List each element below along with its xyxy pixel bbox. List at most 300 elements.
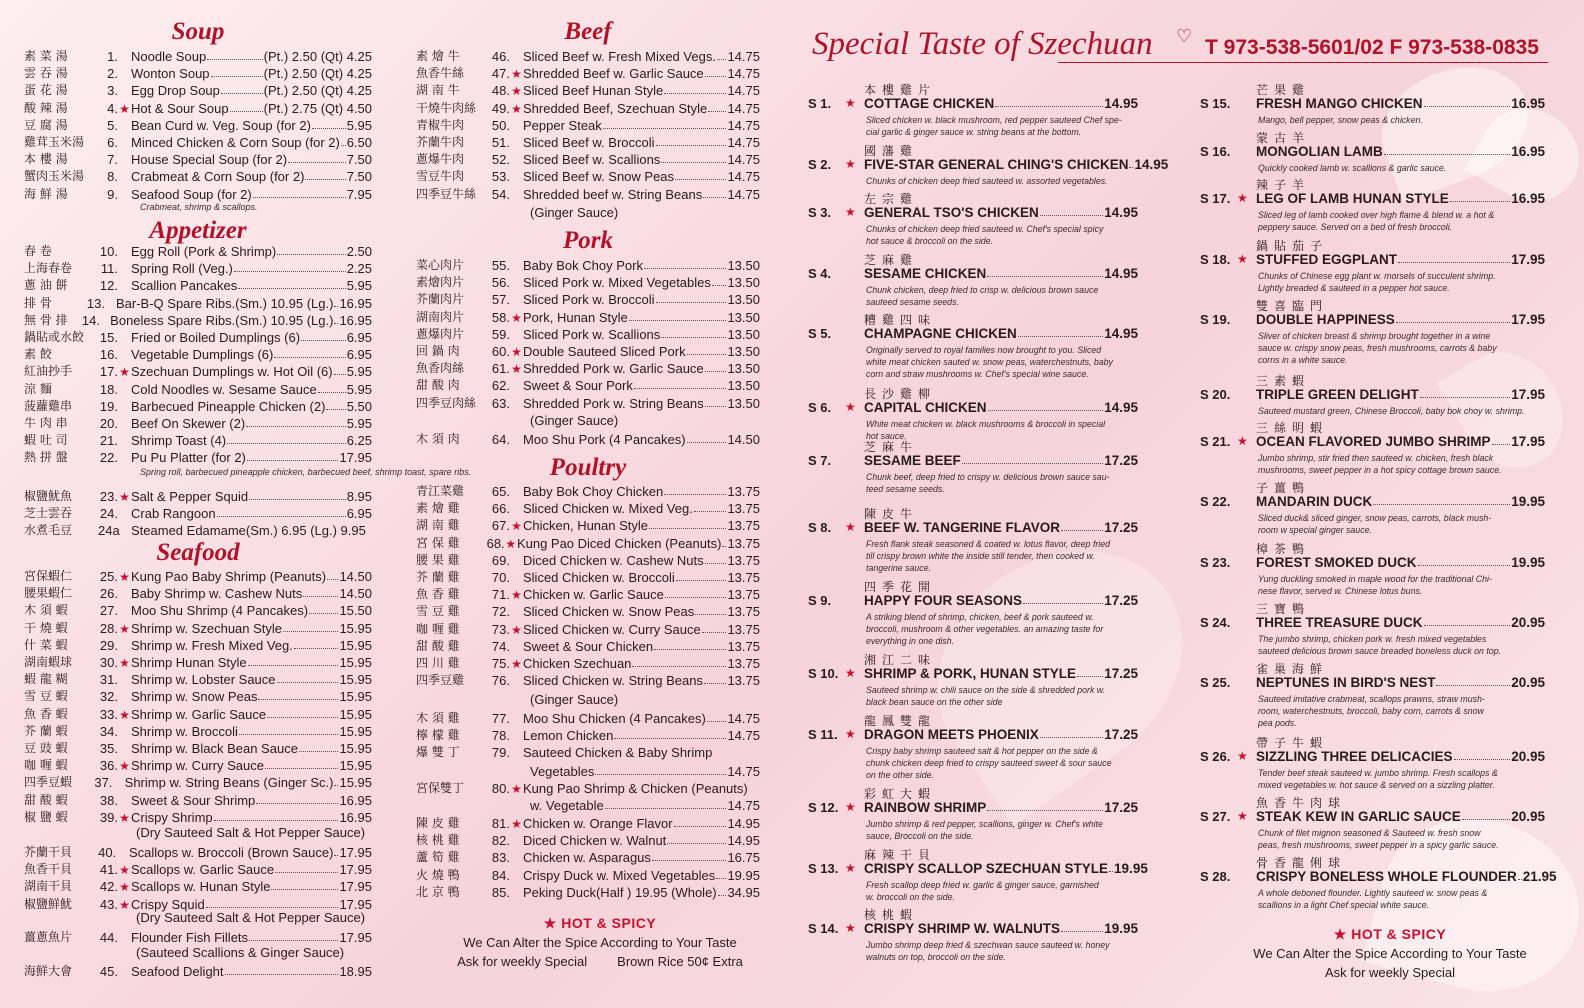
special-description [866,538,1136,574]
special-name-row [1256,143,1545,159]
description-line: Chunks of chicken deep fried sauteed w. assorted vegetables. [866,176,1108,186]
leader-dots [1398,262,1510,263]
hot-spicy-icon: ★ [119,880,130,895]
hot-spicy-icon: ★ [845,727,856,741]
leader-dots [299,751,339,752]
chinese-name: 上海春卷 [24,261,73,276]
section-title: Poultry [549,454,627,481]
leader-dots [258,699,338,700]
chinese-name: 鍋貼茄子 [1256,239,1329,253]
item-number: 27. [99,603,118,619]
item-name: Moo Shu Shrimp (4 Pancakes) [131,603,309,619]
leader-dots [341,145,346,146]
item-number: 40. [98,845,117,860]
item-name: Sliced Chicken w. Curry Sauce [523,621,701,637]
item-number: 57. [491,292,510,308]
description-line: tangerine sauce. [866,563,932,573]
leader-dots [1462,819,1510,820]
chinese-name: 宮保雙丁 [416,781,465,795]
item-name: Double Sauteed Sliced Pork [523,344,686,359]
chinese-name: 湖南干貝 [24,879,73,894]
item-number: 43. [99,896,118,912]
item-price: 14.75 [727,764,760,779]
menu-item [24,584,372,601]
item-number: 23. [99,489,118,504]
leader-dots [1040,215,1103,216]
special-price: 17.25 [1104,666,1138,681]
leader-dots [1373,504,1510,505]
menu-item [24,150,372,167]
item-number: 44. [99,930,118,945]
special-name-row [1256,493,1545,509]
hot-spicy-icon: ★ [511,817,522,831]
item-price: 13.75 [727,621,760,637]
special-code: S 20. [1200,387,1231,402]
description-line: Chunks of Chinese egg plant w. morsels of succulent shrimp. [1258,271,1496,281]
description-line: A striking blend of shrimp, chicken, beef & pork sauteed w. [866,612,1094,622]
special-name: GENERAL TSO'S CHICKEN [864,205,1039,220]
menu-item [24,64,372,81]
menu-item [416,602,760,619]
special-price: 17.95 [1511,387,1545,402]
chinese-name: 四季豆雞 [416,673,465,688]
item-number: 28. [99,620,118,636]
special-price: 14.95 [1104,400,1138,415]
chinese-name: 酸 辣 湯 [24,100,68,115]
leader-dots [1061,530,1103,531]
item-name: Boneless Spare Ribs.(Sm.) 10.95 (Lg.) [110,312,334,328]
special-description [866,471,1136,495]
leader-dots [271,889,338,890]
item-price: (Pt.) 2.75 (Qt) 4.50 [263,100,372,116]
leader-dots [303,596,338,597]
special-name-row [1256,190,1545,206]
menu-item [24,722,372,739]
hot-spicy-icon: ★ [511,67,522,82]
item-name: Sliced Chicken w. Broccoli [523,570,675,585]
item-description: Crabmeat, shrimp & scallops. [140,202,258,212]
special-price: 17.25 [1104,593,1138,608]
item-price: 15.95 [339,758,372,774]
leader-dots [644,268,727,269]
special-name: BEEF W. TANGERINE FLAVOR [864,520,1061,535]
item-number: 22. [99,450,118,466]
special-name: OCEAN FLAVORED JUMBO SHRIMP [1256,434,1491,449]
item-number: 55. [491,258,510,273]
leader-dots [211,76,263,77]
special-price: 19.95 [1114,861,1148,876]
menu-item [416,325,760,342]
special-price: 17.25 [1104,520,1138,535]
menu-item [416,308,760,325]
special-name: CRISPY SHRIMP W. WALNUTS [864,921,1061,936]
special-code: S 27. [1200,809,1231,824]
leader-dots [1109,871,1113,872]
leader-dots [214,820,339,821]
special-name-row [1256,251,1545,267]
item-price: (Pt.) 2.50 (Qt) 4.25 [263,66,372,82]
description-line: black bean sauce on the other side [866,697,1003,707]
chinese-name: 海 鮮 湯 [24,186,68,201]
special-name: FIVE-STAR GENERAL CHING'S CHICKEN [864,157,1129,172]
item-name: Shredded Beef, Szechuan Style [523,100,708,116]
description-line: Jumbo shrimp & red pepper, scallions, ginger w. Chef's white [866,819,1103,829]
leader-dots [225,974,339,975]
item-number: 81. [491,816,510,831]
chinese-name: 蔥爆牛肉 [416,152,465,167]
special-description [1258,405,1543,417]
chinese-name: 雀巢海鮮 [1256,662,1329,676]
special-code: S 19. [1200,312,1231,327]
description-line: on the other side. [866,770,934,780]
item-name: Crispy Shrimp [131,809,213,825]
chinese-name: 四季豆蝦 [24,775,73,790]
leader-dots [1420,397,1510,398]
menu-item [24,962,372,979]
leader-dots [249,499,346,500]
hot-spicy-icon: ★ [119,897,130,912]
item-name: Shrimp w. Garlic Sauce [131,706,267,722]
chinese-name: 素燴肉片 [416,275,465,290]
item-price: 15.95 [339,706,372,722]
leader-dots [277,254,345,255]
item-price: 16.95 [339,295,372,311]
description-line: Yung duckling smoked in maple wood for the traditional Chi- [1258,574,1492,584]
leader-dots [1129,167,1133,168]
chinese-name: 芥蘭肉片 [416,292,465,307]
leader-dots [1018,336,1103,337]
item-price: 13.75 [727,535,760,551]
special-price: 17.95 [1511,252,1545,267]
special-code: S 21. [1200,434,1231,449]
leader-dots [206,907,339,908]
weekly-special-note: Ask for weekly Special [457,954,588,969]
menu-item [24,311,372,328]
special-name: SIZZLING THREE DELICACIES [1256,749,1453,764]
menu-item [24,448,372,465]
hot-spicy-icon: ★ [511,362,522,377]
item-number: 17. [99,364,118,380]
menu-item [416,99,760,116]
item-number: 67. [491,518,510,534]
description-line: everything in one dish. [866,636,955,646]
item-name: Sweet & Sour Pork [523,378,633,394]
menu-item [24,133,372,150]
menu-item [416,637,760,654]
description-line: sauce w. crispy snow peas, fresh mushrooms, carrots & baby [1258,343,1497,353]
leader-dots [288,162,346,163]
leader-dots [1436,685,1510,686]
menu-item [416,709,760,726]
item-number: 59. [491,326,510,342]
item-number: 33. [99,706,118,722]
item-price: 6.25 [346,433,372,449]
special-code: S 18. [1200,252,1231,267]
special-code: S 4. [808,266,832,281]
special-name: COTTAGE CHICKEN [864,96,995,111]
chinese-name: 宮 保 雞 [416,535,460,550]
special-description [866,175,1136,187]
chinese-name: 什 菜 蝦 [24,637,68,652]
menu-item [24,99,372,116]
special-price: 17.25 [1104,453,1138,468]
leader-dots [705,76,727,77]
special-name: TRIPLE GREEN DELIGHT [1256,387,1419,402]
menu-item [24,860,372,877]
menu-item [416,482,760,499]
menu-item [24,380,372,397]
item-number: 83. [491,850,510,866]
item-number: 45. [99,964,118,979]
item-name: Sliced Chicken w. Snow Peas [523,604,695,620]
chinese-name: 三絲明蝦 [1256,421,1329,435]
item-number: 14. [81,312,100,328]
chinese-name: 左宗雞 [864,192,919,206]
chinese-name: 核 桃 雞 [416,833,460,848]
item-price: 5.95 [346,117,372,133]
hot-spicy-icon: ★ [845,400,856,414]
menu-item [416,167,760,184]
hot-spicy-icon: ★ [1237,749,1248,763]
chinese-name: 魚 香 蝦 [24,706,68,721]
description-line: Jumbo shrimp, stir fried then sauteed w. chicken, fresh black [1258,453,1494,463]
hot-spicy-icon: ★ [511,345,522,359]
heart-logo-icon: ♡ [1176,26,1193,46]
item-name: Scallops w. Garlic Sauce [131,862,275,878]
menu-item [416,551,760,568]
menu-item [416,831,760,848]
item-name: Beef On Skewer (2) [131,416,246,431]
description-line: nese flavor, served w. Chinese lotus buns. [1258,586,1423,596]
leader-dots [230,111,263,112]
chinese-name: 蛋 花 湯 [24,83,68,98]
leader-dots [667,843,726,844]
item-name: Sweet & Sour Shrimp [131,792,256,808]
leader-dots [246,426,346,427]
chinese-name: 椒 鹽 蝦 [24,809,68,824]
description-line: Chunks of chicken deep fried sauteed w. Chef's special spicy [866,224,1104,234]
leader-dots [705,371,727,372]
leader-dots [1492,444,1511,445]
item-number: 2. [107,66,118,82]
item-name: Chicken w. Garlic Sauce [523,587,664,603]
item-number: 31. [99,672,118,688]
special-name: MONGOLIAN LAMB [1256,144,1383,159]
hot-spicy-icon: ★ [511,84,522,99]
section-title: Beef [564,18,612,45]
leader-dots [334,785,338,786]
item-number: 79. [491,745,510,761]
hot-spicy-icon: ★ [505,536,517,551]
hot-spicy-icon: ★ [119,570,130,584]
item-name: Kung Pao Shrimp & Chicken (Peanuts) [523,781,748,796]
hot-spicy-icon: ★ [845,921,856,935]
leader-dots [705,406,727,407]
item-price: 13.50 [727,361,760,377]
menu-item [24,521,372,538]
special-name-row [1256,311,1545,327]
description-line: room, waterchestnuts, broccoli, baby corn, carrots & snow [1258,706,1484,716]
item-number: 49. [491,100,510,116]
item-price: 5.95 [346,381,372,397]
hot-spicy-icon: ★ [119,810,130,825]
menu-item [24,397,372,414]
description-line: room w special ginger sauce. [1258,525,1372,535]
menu-item [416,671,760,688]
item-price: 14.75 [727,100,760,116]
special-name: THREE TREASURE DUCK [1256,615,1423,630]
item-number: 18. [99,381,118,397]
item-number: 48. [491,83,510,99]
item-subtext: (Dry Sauteed Salt & Hot Pepper Sauce) [136,825,366,840]
item-name: Egg Drop Soup [131,83,220,99]
menu-item [24,345,372,362]
menu-item [416,64,760,81]
menu-item [24,653,372,670]
leader-dots [277,682,339,683]
leader-dots [687,442,727,443]
menu-item [416,654,760,671]
item-price: 13.75 [727,656,760,671]
description-line: Sauteed shrimp w. chili sauce on the side & shredded pork w. [866,685,1106,695]
special-name-row [864,156,1169,172]
item-price: 15.95 [339,655,372,670]
item-name: Sauteed Chicken & Baby Shrimp [523,745,713,761]
chinese-name: 咖 喱 蝦 [24,758,68,773]
item-number: 11. [100,261,118,277]
chinese-name: 芒果雞 [1256,83,1311,97]
hot-spicy-icon: ★ [119,621,130,636]
item-price: 17.95 [339,930,372,945]
menu-item [416,848,760,865]
item-name: Shrimp w. Szechuan Style [131,620,283,636]
item-price: 16.95 [339,809,372,825]
special-name-row [1256,614,1545,630]
item-name: Noodle Soup [131,49,207,64]
item-number: 52. [491,152,510,168]
menu-item [24,791,372,808]
special-description [866,611,1136,647]
item-price: 14.75 [727,135,760,150]
item-price: 13.75 [727,501,760,517]
item-subtext: (Ginger Sauce) [530,205,619,220]
item-number: 62. [491,378,510,394]
spice-note: We Can Alter the Spice According to Your Taste [1253,946,1527,961]
leader-dots [987,810,1103,811]
special-name-row [864,665,1138,681]
chinese-name: 干 燒 蝦 [24,620,68,635]
special-code: S 6. [808,400,832,415]
item-name: Spring Roll (Veg.) [131,261,233,277]
special-name-row [864,592,1138,608]
leader-dots [995,106,1103,107]
description-line: mixed vegetables w. hot sauce & served on a sizzling platter. [1258,780,1495,790]
special-name: DRAGON MEETS PHOENIX [864,727,1039,742]
menu-item [416,779,760,796]
item-number: 74. [491,638,510,654]
chinese-name: 咖 喱 雞 [416,621,460,636]
special-description [1258,162,1543,174]
item-name: Sliced Beef w. Scallions [523,152,661,168]
menu-item [24,276,372,293]
item-number: 6. [107,135,118,150]
chinese-name: 長沙雞柳 [864,387,937,401]
description-line: Sliced duck& sliced ginger, snow peas, carrots, black mush- [1258,513,1492,523]
menu-item [416,342,760,359]
leader-dots [718,895,727,896]
chinese-name: 木 須 蝦 [24,603,68,618]
special-name-row [864,860,1148,876]
section-title: Appetizer [149,217,247,244]
item-price: 13.75 [727,587,760,603]
description-line: Quickly cooked lamb w. scallions & garlic sauce. [1258,163,1447,173]
special-code: S 7. [808,453,832,468]
header-underline [1058,62,1548,63]
special-name: MANDARIN DUCK [1256,494,1373,509]
item-price: 15.95 [339,620,372,636]
leader-dots [1424,106,1511,107]
menu-item [416,273,760,290]
item-number: 54. [491,186,510,202]
special-price: 17.25 [1104,727,1138,742]
special-code: S 23. [1200,555,1231,570]
item-description: Spring roll, barbecued pineapple chicken, barbecued beef, shrimp toast, spare ribs. [140,467,472,477]
special-name-row [864,726,1138,742]
menu-item [416,394,760,411]
special-description [1258,573,1543,597]
hot-spicy-legend: ★ HOT & SPICY [1333,926,1447,942]
chinese-name: 魚香干貝 [24,862,73,877]
leader-dots [675,179,726,180]
chinese-name: 青江菜雞 [416,484,465,498]
item-number: 24a [98,523,120,539]
description-line: Sauteed imitative crabmeat, scallops prawns, straw mush- [1258,694,1485,704]
item-number: 5. [107,117,118,133]
menu-item [24,739,372,756]
chinese-name: 湖 南 牛 [416,83,460,98]
item-number: 20. [99,416,118,431]
item-price: 14.95 [727,833,760,849]
chinese-name: 核桃蝦 [864,908,919,922]
item-price: 17.95 [339,450,372,466]
leader-dots [283,631,338,632]
description-line: Sliver of chicken breast & shrimp brought together in a wine [1258,331,1491,341]
menu-item [416,866,760,883]
item-number: 76. [491,673,510,689]
chinese-name: 蟹肉玉米湯 [24,169,85,184]
hot-spicy-legend: ★ HOT & SPICY [543,915,657,931]
leader-dots [221,93,263,94]
special-price: 20.95 [1511,749,1545,764]
item-price: 17.95 [339,845,372,860]
item-price: 2.25 [346,261,372,277]
description-line: walnuts on top, broccoli on the side. [866,952,1006,962]
menu-item [24,808,372,825]
special-description [1258,827,1543,851]
item-name: Diced Chicken w. Walnut [523,833,667,849]
leader-dots [334,374,346,375]
menu-item [416,81,760,98]
item-price: 16.75 [727,850,760,866]
leader-dots [1061,931,1103,932]
leader-dots [1396,322,1510,323]
item-number: 1. [107,49,118,64]
spice-note: We Can Alter the Spice According to Your Taste [463,935,737,950]
item-name: Hot & Sour Soup [131,100,229,116]
item-name: Szechuan Dumplings w. Hot Oil (6) [131,364,333,380]
special-code: S 13. [808,861,839,876]
item-name: Diced Chicken w. Cashew Nuts [523,552,704,568]
